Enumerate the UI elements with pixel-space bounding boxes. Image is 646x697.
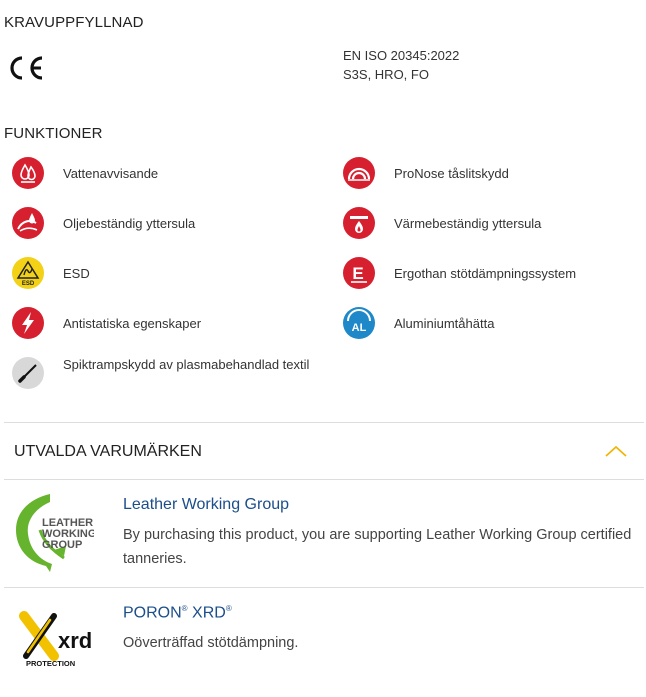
divider-brand-items — [4, 587, 644, 588]
brand-title-xrd: XRD — [192, 604, 226, 622]
requirements-heading: KRAVUPPFYLLNAD — [4, 14, 144, 31]
feature-label-aluminium: Aluminiumtåhätta — [394, 316, 495, 331]
aluminium-icon-text: AL — [351, 322, 367, 334]
standard-line-2: S3S, HRO, FO — [343, 67, 429, 82]
aluminium-cap-icon — [343, 307, 375, 339]
brand-title-poron-xrd[interactable] — [123, 604, 232, 622]
divider-brands — [4, 479, 644, 480]
feature-label-water-repellent: Vattenavvisande — [63, 166, 159, 181]
brand-title-lwg[interactable]: Leather Working Group — [123, 496, 290, 513]
ergothan-icon — [343, 257, 375, 289]
esd-icon — [12, 257, 44, 289]
feature-label-pronose: ProNose tåslitskydd — [394, 166, 509, 181]
nail-protection-icon — [12, 357, 44, 389]
esd-icon-text: ESD — [21, 281, 35, 287]
xrd-logo-sub: PROTECTION — [26, 659, 76, 668]
lwg-logo — [10, 490, 94, 574]
brand-desc-poron-xrd: Oöverträffad stötdämpning. — [123, 635, 299, 651]
feature-label-nail-protection: Spiktrampskydd av plasmabehandlad textil — [63, 357, 310, 372]
reg-mark-2: ® — [225, 604, 232, 613]
reg-mark-1: ® — [181, 604, 188, 613]
brands-heading: UTVALDA VARUMÄRKEN — [14, 443, 202, 460]
ce-mark-icon — [8, 54, 48, 82]
lwg-logo-line3: GROUP — [42, 539, 83, 551]
heat-resistant-icon — [343, 207, 375, 239]
pronose-icon — [343, 157, 375, 189]
brand-desc-lwg: By purchasing this product, you are supporting Leather Working Group certified tanneries. — [123, 527, 632, 567]
antistatic-icon — [12, 307, 44, 339]
feature-label-heat-resistant: Värmebeständig yttersula — [394, 216, 542, 231]
brand-title-poron: PORON — [123, 604, 182, 622]
ergothan-icon-text: E — [352, 264, 364, 283]
poron-xrd-logo — [14, 610, 92, 672]
xrd-logo-text: xrd — [58, 628, 92, 653]
lwg-logo-line1: LEATHER — [42, 517, 94, 529]
standard-line-1: EN ISO 20345:2022 — [343, 48, 460, 63]
feature-label-oil-resistant: Oljebeständig yttersula — [63, 216, 196, 231]
feature-label-esd: ESD — [63, 266, 90, 281]
brands-accordion-header[interactable] — [4, 423, 644, 479]
lwg-logo-line2: WORKING — [42, 528, 94, 540]
feature-label-antistatic: Antistatiska egenskaper — [63, 316, 202, 331]
water-repellent-icon — [12, 157, 44, 189]
feature-label-ergothan: Ergothan stötdämpningssystem — [394, 266, 577, 281]
chevron-up-icon[interactable] — [604, 443, 628, 459]
oil-resistant-icon — [12, 207, 44, 239]
functions-heading: FUNKTIONER — [4, 125, 103, 142]
